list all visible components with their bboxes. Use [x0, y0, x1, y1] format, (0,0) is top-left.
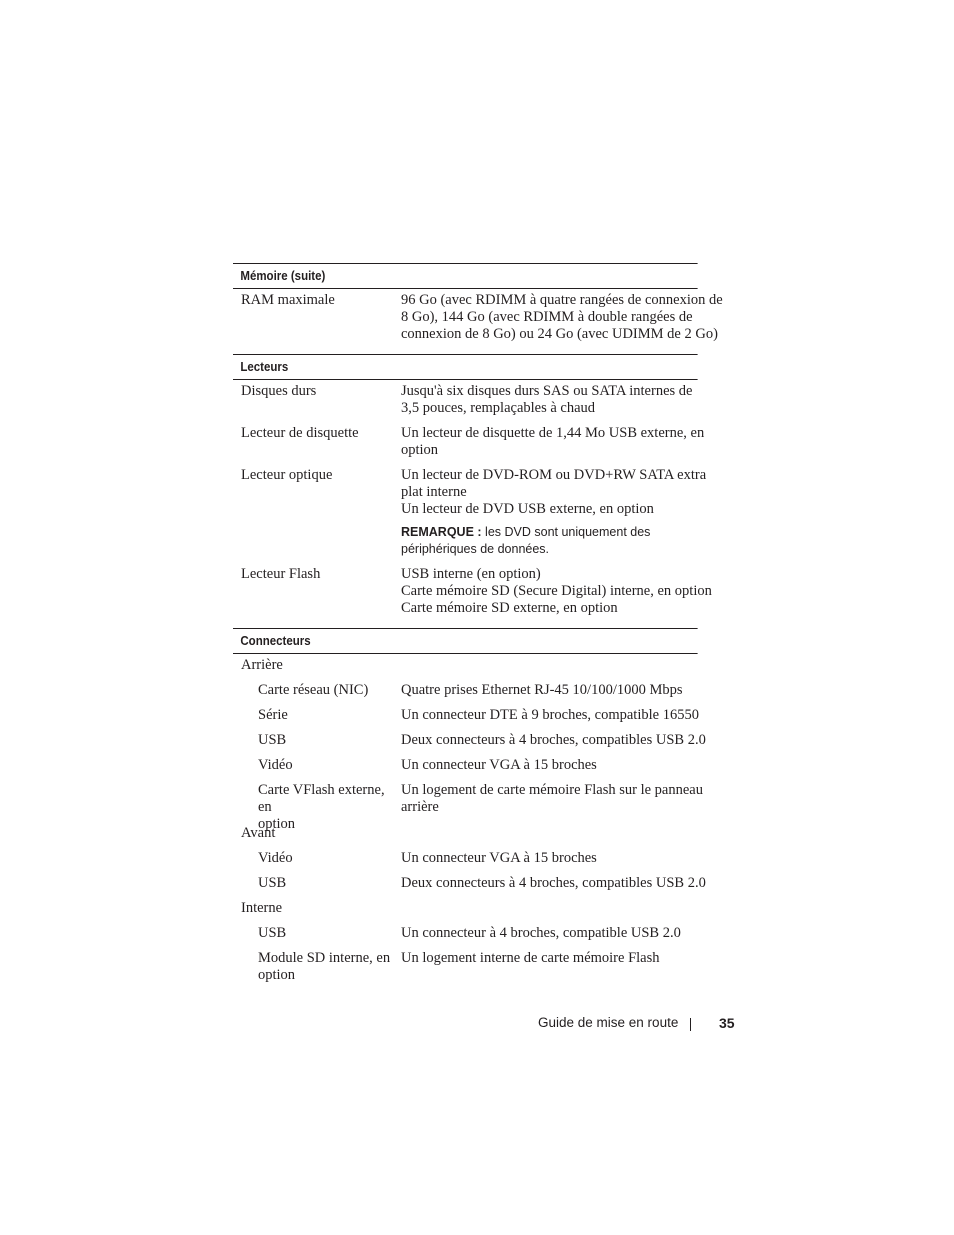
- row-label: Lecteur Flash: [241, 566, 321, 582]
- value-line: Un lecteur de disquette de 1,44 Mo USB externe, en: [401, 425, 705, 441]
- row-value: [401, 707, 738, 732]
- row-value: [401, 925, 738, 950]
- label-line: Module SD interne, en: [258, 950, 391, 966]
- table-row: [233, 383, 738, 425]
- table-row: [233, 925, 738, 950]
- label-line: option: [258, 816, 296, 833]
- row-value: [401, 875, 738, 900]
- label-line: option: [258, 967, 296, 984]
- value-line: Jusqu'à six disques durs SAS ou SATA internes de: [401, 383, 693, 399]
- footer-divider: [690, 1018, 691, 1031]
- note-text: les DVD sont uniquement des: [485, 524, 651, 539]
- subsection-label: Interne: [241, 900, 283, 916]
- subsection-arriere: [233, 657, 738, 682]
- table-row: [233, 875, 738, 900]
- row-value: [401, 757, 738, 782]
- label-line: Carte réseau (NIC): [258, 682, 369, 698]
- row-label: Lecteur optique: [241, 467, 333, 483]
- row-label: [233, 682, 401, 707]
- row-value: [401, 467, 738, 566]
- note-label: REMARQUE :: [401, 524, 482, 539]
- label-line: Vidéo: [258, 850, 293, 866]
- row-value: [401, 682, 738, 707]
- spec-table: [233, 263, 738, 993]
- note: [401, 524, 734, 559]
- table-row: [233, 707, 738, 732]
- row-label: Lecteur de disquette: [241, 425, 359, 441]
- value-line: Deux connecteurs à 4 broches, compatibles USB 2.0: [401, 732, 706, 748]
- value-line: arrière: [401, 799, 439, 816]
- value-line: Un logement interne de carte mémoire Flash: [401, 950, 660, 966]
- row-value: [401, 850, 738, 875]
- page-number: 35: [719, 1015, 735, 1031]
- subsection-label: Avant: [241, 825, 276, 841]
- label-line: Série: [258, 707, 288, 723]
- value-line: Un connecteur à 4 broches, compatible USB 2.0: [401, 925, 681, 941]
- table-row: [233, 757, 738, 782]
- table-row: [233, 467, 738, 566]
- value-line: 96 Go (avec RDIMM à quatre rangées de connexion de: [401, 292, 723, 308]
- avant-rows: [233, 850, 738, 900]
- row-value: [401, 782, 738, 825]
- section-header-lecteurs: Lecteurs: [233, 354, 698, 380]
- value-line: connexion de 8 Go) ou 24 Go (avec UDIMM de 2 Go): [401, 326, 718, 343]
- row-value: [401, 292, 738, 354]
- table-row: [233, 566, 738, 628]
- value-line: Un connecteur VGA à 15 broches: [401, 757, 597, 773]
- value-line: Un connecteur DTE à 9 broches, compatible 16550: [401, 707, 699, 723]
- row-label: [233, 875, 401, 900]
- table-row: [233, 682, 738, 707]
- value-line: 8 Go), 144 Go (avec RDIMM à double rangées de: [401, 309, 693, 326]
- row-label: [233, 707, 401, 732]
- table-row: [233, 850, 738, 875]
- row-value: [401, 425, 738, 467]
- table-row: [233, 950, 738, 993]
- value-line: 3,5 pouces, remplaçables à chaud: [401, 400, 596, 417]
- section-header-memoire: Mémoire (suite): [233, 263, 698, 289]
- table-row: [233, 425, 738, 467]
- value-line: Un connecteur VGA à 15 broches: [401, 850, 597, 866]
- value-line: Carte mémoire SD (Secure Digital) interne, en option: [401, 583, 712, 600]
- value-line: USB interne (en option): [401, 566, 541, 582]
- label-line: USB: [258, 732, 287, 748]
- label-line: Vidéo: [258, 757, 293, 773]
- value-line: Un lecteur de DVD USB externe, en option: [401, 501, 654, 518]
- value-line: Quatre prises Ethernet RJ-45 10/100/1000 Mbps: [401, 682, 683, 698]
- row-value: [401, 383, 738, 425]
- table-row: [233, 732, 738, 757]
- value-line: option: [401, 442, 439, 459]
- subsection-interne: [233, 900, 738, 925]
- value-line: Un lecteur de DVD-ROM ou DVD+RW SATA extra: [401, 467, 707, 483]
- subsection-label: Arrière: [241, 657, 283, 673]
- row-label: [233, 757, 401, 782]
- label-line: USB: [258, 875, 287, 891]
- subsection-avant: [233, 825, 738, 850]
- note-text: périphériques de données.: [401, 542, 550, 557]
- label-line: USB: [258, 925, 287, 941]
- row-value: [401, 566, 738, 628]
- value-line: Un logement de carte mémoire Flash sur le panneau: [401, 782, 703, 798]
- row-label: [233, 950, 401, 993]
- section-header-connecteurs: Connecteurs: [233, 628, 698, 654]
- table-row: [233, 292, 738, 354]
- value-line: plat interne: [401, 484, 467, 501]
- value-line: Deux connecteurs à 4 broches, compatibles USB 2.0: [401, 875, 706, 891]
- row-label: Disques durs: [241, 383, 317, 399]
- interne-rows: [233, 925, 738, 993]
- row-label: [233, 850, 401, 875]
- row-value: [401, 950, 738, 993]
- row-label: [233, 925, 401, 950]
- footer-title: Guide de mise en route: [538, 1015, 679, 1030]
- row-value: [401, 732, 738, 757]
- row-label: RAM maximale: [241, 292, 335, 308]
- value-line: Carte mémoire SD externe, en option: [401, 600, 618, 617]
- label-line: Carte VFlash externe, en: [258, 782, 385, 816]
- row-label: [233, 732, 401, 757]
